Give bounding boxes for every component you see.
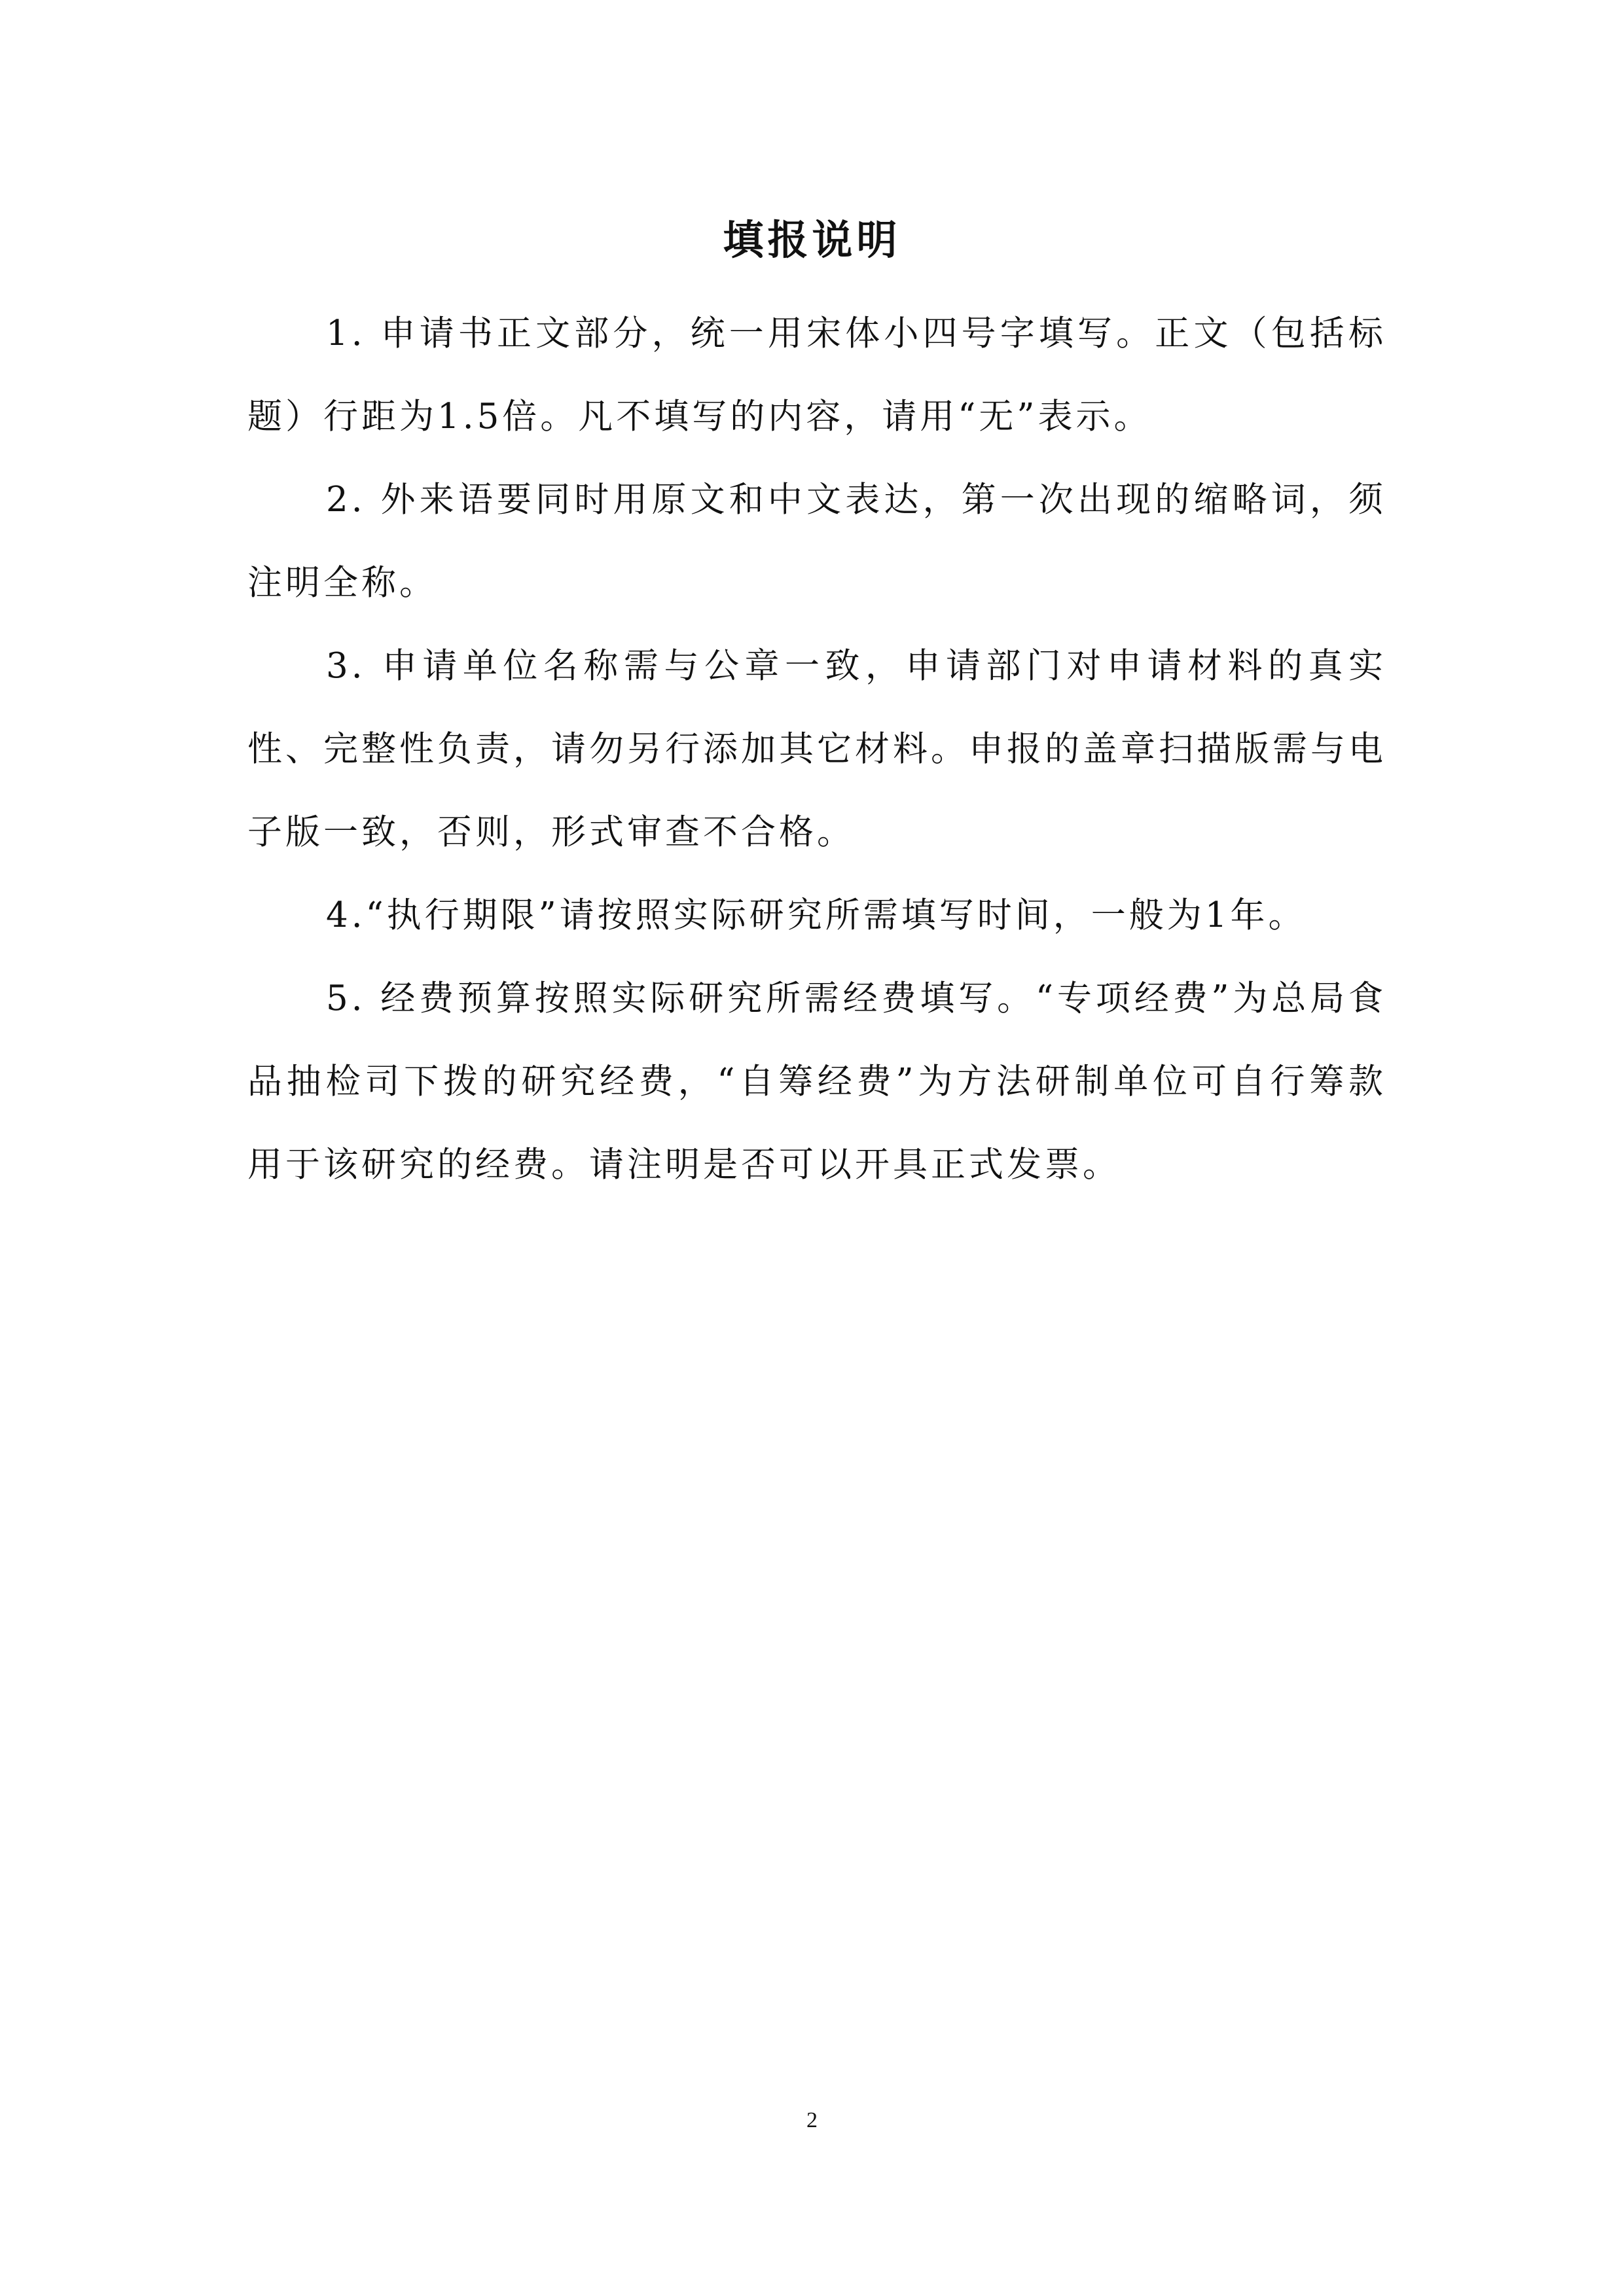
instruction-paragraph-1: 1. 申请书正文部分，统一用宋体小四号字填写。正文（包括标题）行距为1.5倍。凡不填写的内容，请用“无”表示。 [247, 314, 1386, 437]
page-title: 填报说明 [723, 216, 901, 264]
instruction-paragraph-4: 4.“执行期限”请按照实际研究所需填写时间，一般为1年。 [326, 895, 1307, 935]
instruction-paragraph-2: 2. 外来语要同时用原文和中文表达，第一次出现的缩略词，须注明全称。 [247, 480, 1386, 603]
instructions-body [247, 292, 1386, 1206]
instruction-paragraph-3: 3. 申请单位名称需与公章一致，申请部门对申请材料的真实性、完整性负责，请勿另行添加其它材料。申报的盖章扫描版需与电子版一致，否则，形式审查不合格。 [247, 646, 1386, 852]
instruction-paragraph-5: 5. 经费预算按照实际研究所需经费填写。“专项经费”为总局食品抽检司下拨的研究经费，“自筹经费”为方法研制单位可自行筹款用于该研究的经费。请注明是否可以开具正式发票。 [247, 978, 1386, 1185]
page-number: 2 [806, 2108, 818, 2132]
